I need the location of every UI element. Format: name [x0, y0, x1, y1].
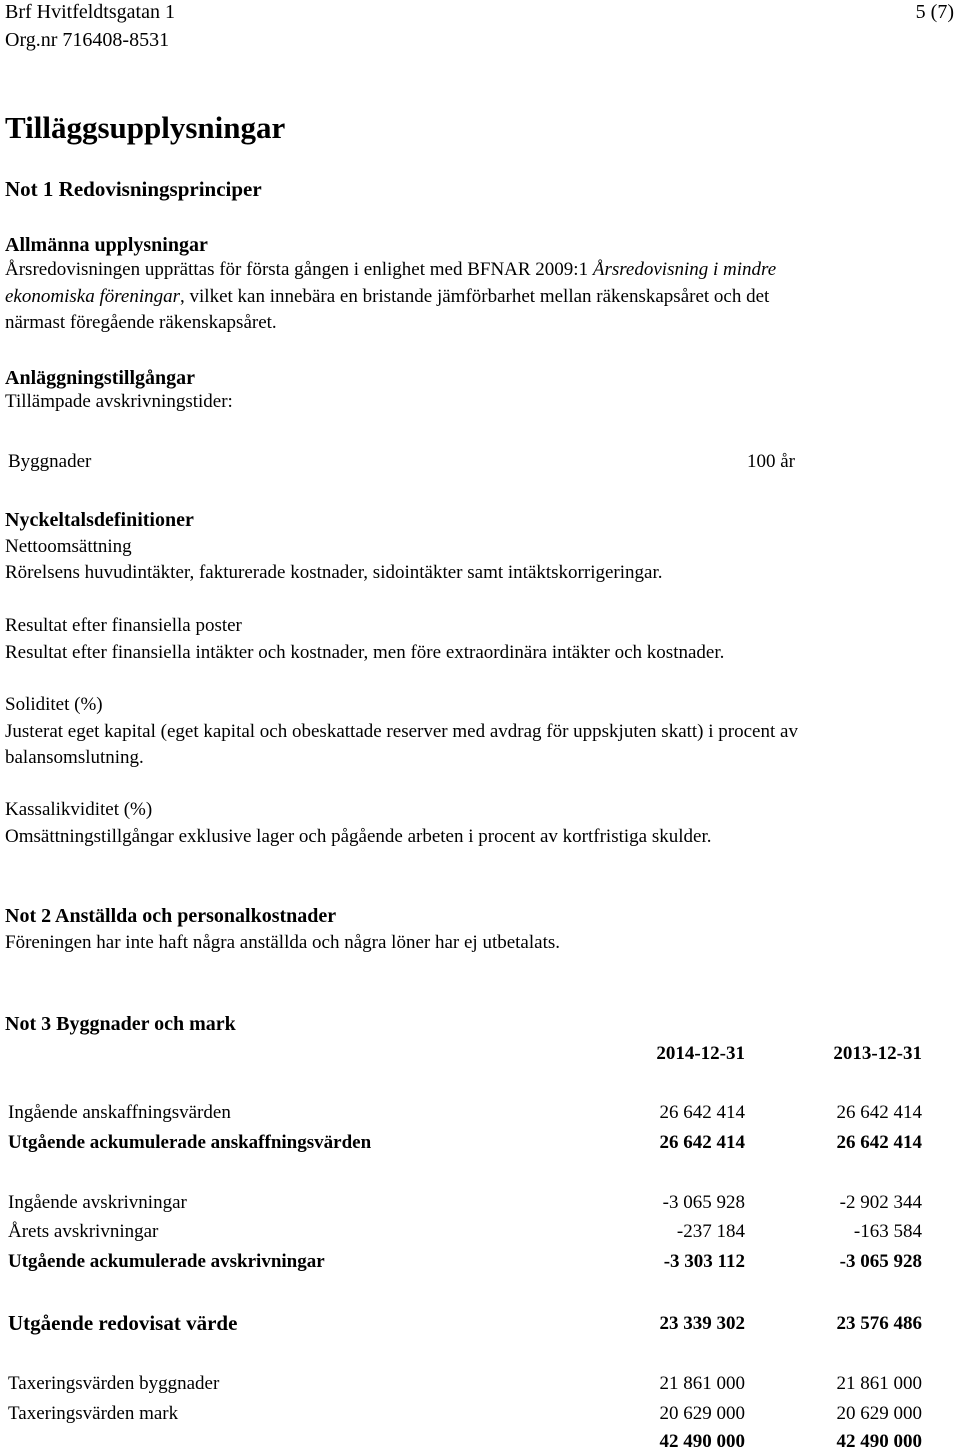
general-info-heading: Allmänna upplysningar — [5, 234, 208, 256]
table-row-label: Utgående ackumulerade anskaffningsvärden — [8, 1132, 372, 1153]
kpi-definition: Omsättningstillgångar exklusive lager och pågående arbeten i procent av kortfristiga skulder. — [5, 826, 712, 847]
table-cell-2014: -3 065 928 — [662, 1192, 745, 1213]
table-cell-2014: 23 339 302 — [659, 1313, 745, 1334]
table-cell-2013: 26 642 414 — [836, 1132, 922, 1153]
table-total-2013: 42 490 000 — [836, 1431, 922, 1452]
table-row-label: Utgående ackumulerade avskrivningar — [8, 1251, 325, 1272]
table-cell-2013: -3 065 928 — [839, 1251, 922, 1272]
table-row-label: Taxeringsvärden mark — [8, 1403, 179, 1424]
column-header-2013: 2013-12-31 — [833, 1043, 922, 1064]
kpi-definition: Resultat efter finansiella intäkter och kostnader, men före extraordinära intäkter och kostnader. — [5, 642, 725, 663]
table-row-label: Taxeringsvärden byggnader — [8, 1373, 220, 1394]
table-row-label: Årets avskrivningar — [8, 1221, 159, 1242]
table-cell-2013: 23 576 486 — [836, 1313, 922, 1334]
table-cell-2014: -237 184 — [676, 1221, 745, 1242]
table-cell-2013: -2 902 344 — [839, 1192, 922, 1213]
note2-heading: Not 2 Anställda och personalkostnader — [5, 905, 337, 927]
kpi-definition: Justerat eget kapital (eget kapital och obeskattade reserver med avdrag för uppskjuten skatt) i procent av — [5, 721, 798, 742]
table-cell-2014: 26 642 414 — [659, 1102, 745, 1123]
kpi-name: Kassalikviditet (%) — [5, 799, 153, 820]
column-header-2014: 2014-12-31 — [656, 1043, 745, 1064]
buildings-depreciation-value: 100 år — [747, 451, 796, 472]
page-number: 5 (7) — [915, 1, 954, 23]
table-cell-2014: 26 642 414 — [659, 1132, 745, 1153]
kpi-definition-continued: balansomslutning. — [5, 747, 144, 768]
org-number: Org.nr 716408-8531 — [5, 29, 170, 51]
table-row-label: Ingående avskrivningar — [8, 1192, 187, 1213]
kpi-name: Resultat efter finansiella poster — [5, 615, 242, 636]
kpi-definition: Rörelsens huvudintäkter, fakturerade kostnader, sidointäkter samt intäktskorrigeringar. — [5, 562, 663, 583]
note1-heading: Not 1 Redovisningsprinciper — [5, 177, 262, 201]
kpi-name: Soliditet (%) — [5, 694, 103, 715]
table-cell-2014: 21 861 000 — [659, 1373, 745, 1394]
org-name: Brf Hvitfeldtsgatan 1 — [5, 1, 175, 23]
table-row-label: Ingående anskaffningsvärden — [8, 1102, 231, 1123]
table-cell-2013: 21 861 000 — [836, 1373, 922, 1394]
table-row-label: Utgående redovisat värde — [8, 1311, 238, 1335]
buildings-label: Byggnader — [8, 451, 92, 472]
kpi-definitions-heading: Nyckeltalsdefinitioner — [5, 509, 194, 531]
fixed-assets-heading: Anläggningstillgångar — [5, 367, 196, 389]
table-cell-2013: -163 584 — [853, 1221, 922, 1242]
table-cell-2014: -3 303 112 — [663, 1251, 745, 1272]
table-cell-2014: 20 629 000 — [659, 1403, 745, 1424]
page-title: Tilläggsupplysningar — [5, 110, 286, 145]
general-info-text: Årsredovisningen upprättas för första gången i enlighet med BFNAR 2009:1 Årsredovisning i mindre ekonomiska föreningar, vilket kan innebära en bristande jämförbarhet mellan räkenskapsåret och det närmast föregående räkenskapsåret. — [5, 259, 777, 333]
note3-heading: Not 3 Byggnader och mark — [5, 1013, 236, 1035]
table-cell-2013: 20 629 000 — [836, 1403, 922, 1424]
note2-text: Föreningen har inte haft några anställda och några löner har ej utbetalats. — [5, 932, 560, 953]
kpi-name: Nettoomsättning — [5, 536, 132, 557]
depreciation-periods-label: Tillämpade avskrivningstider: — [5, 391, 233, 412]
table-total-2014: 42 490 000 — [659, 1431, 745, 1452]
table-cell-2013: 26 642 414 — [836, 1102, 922, 1123]
